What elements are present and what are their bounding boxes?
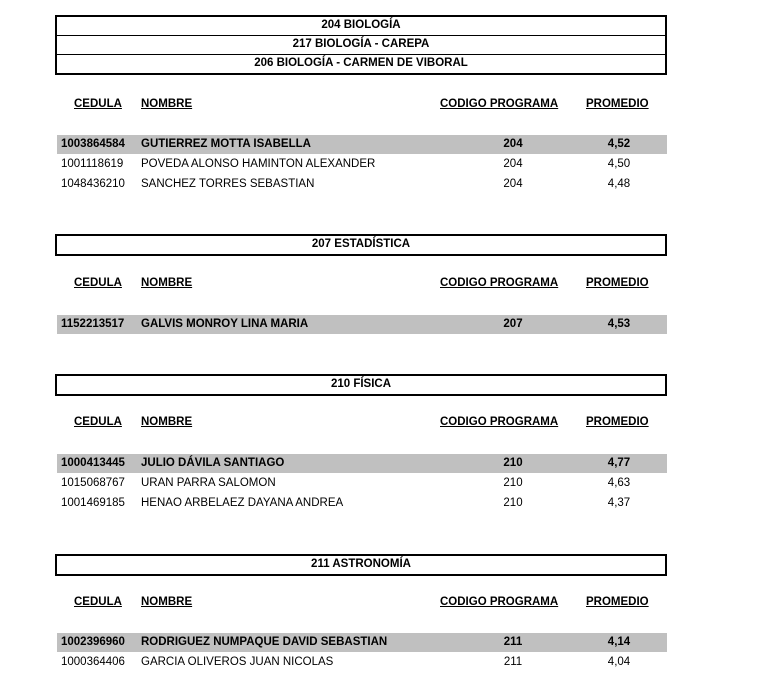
- column-header-nombre: NOMBRE: [141, 416, 193, 428]
- cedula-cell: 1015068767: [61, 477, 125, 489]
- program-header: 204 BIOLOGÍA: [321, 19, 401, 31]
- table-row: [57, 175, 667, 194]
- cedula-cell: 1152213517: [61, 318, 125, 330]
- column-header-cedula: CEDULA: [74, 416, 122, 428]
- cedula-cell: 1001118619: [61, 158, 124, 170]
- codigo-cell: 211: [503, 636, 523, 648]
- cedula-cell: 1048436210: [61, 178, 125, 190]
- promedio-cell: 4,53: [607, 318, 631, 330]
- codigo-cell: 204: [503, 158, 523, 170]
- program-header-box: [55, 554, 667, 576]
- table-row: [57, 155, 667, 174]
- cedula-cell: 1001469185: [61, 497, 125, 509]
- table-row: [57, 653, 667, 672]
- column-header-nombre: NOMBRE: [141, 277, 193, 289]
- codigo-cell: 204: [503, 178, 523, 190]
- program-header-box: [55, 234, 667, 256]
- nombre-cell: RODRIGUEZ NUMPAQUE DAVID SEBASTIAN: [141, 636, 388, 648]
- nombre-cell: GUTIERREZ MOTTA ISABELLA: [141, 138, 311, 150]
- codigo-cell: 210: [503, 457, 523, 469]
- codigo-cell: 210: [503, 477, 523, 489]
- nombre-cell: SANCHEZ TORRES SEBASTIAN: [141, 178, 315, 190]
- nombre-cell: JULIO DÁVILA SANTIAGO: [141, 457, 285, 469]
- promedio-cell: 4,04: [607, 656, 631, 668]
- column-header-codigo: CODIGO PROGRAMA: [440, 98, 559, 110]
- column-header-promedio: PROMEDIO: [586, 416, 649, 428]
- program-header: 207 ESTADÍSTICA: [311, 238, 411, 250]
- table-row: [57, 494, 667, 513]
- nombre-cell: GARCIA OLIVEROS JUAN NICOLAS: [141, 656, 334, 668]
- column-header-codigo: CODIGO PROGRAMA: [440, 277, 559, 289]
- column-header-promedio: PROMEDIO: [586, 277, 649, 289]
- nombre-cell: HENAO ARBELAEZ DAYANA ANDREA: [141, 497, 344, 509]
- program-header-box: [55, 374, 667, 396]
- program-header-box: [55, 15, 667, 75]
- table-row: [57, 454, 667, 473]
- cedula-cell: 1003864584: [61, 138, 125, 150]
- program-header: 210 FÍSICA: [330, 378, 392, 390]
- column-header-nombre: NOMBRE: [141, 98, 193, 110]
- promedio-cell: 4,50: [607, 158, 631, 170]
- column-header-promedio: PROMEDIO: [586, 98, 649, 110]
- promedio-cell: 4,37: [607, 497, 631, 509]
- table-row: [57, 135, 667, 154]
- table-row: [57, 315, 667, 334]
- nombre-cell: URAN PARRA SALOMON: [141, 477, 276, 489]
- cedula-cell: 1000413445: [61, 457, 125, 469]
- promedio-cell: 4,77: [607, 457, 631, 469]
- column-header-nombre: NOMBRE: [141, 596, 193, 608]
- cedula-cell: 1002396960: [61, 636, 125, 648]
- column-header-cedula: CEDULA: [74, 98, 122, 110]
- column-header-codigo: CODIGO PROGRAMA: [440, 596, 559, 608]
- codigo-cell: 207: [503, 318, 523, 330]
- column-header-codigo: CODIGO PROGRAMA: [440, 416, 559, 428]
- nombre-cell: GALVIS MONROY LINA MARIA: [141, 318, 309, 330]
- promedio-cell: 4,52: [607, 138, 631, 150]
- column-header-cedula: CEDULA: [74, 596, 122, 608]
- program-header: 211 ASTRONOMÍA: [311, 558, 411, 570]
- codigo-cell: 204: [503, 138, 523, 150]
- program-header: 217 BIOLOGÍA - CAREPA: [57, 35, 665, 54]
- promedio-cell: 4,48: [607, 178, 631, 190]
- table-row: [57, 474, 667, 493]
- nombre-cell: POVEDA ALONSO HAMINTON ALEXANDER: [141, 158, 376, 170]
- codigo-cell: 211: [503, 656, 523, 668]
- promedio-cell: 4,14: [607, 636, 631, 648]
- codigo-cell: 210: [503, 497, 523, 509]
- program-header: 206 BIOLOGÍA - CARMEN DE VIBORAL: [57, 54, 665, 73]
- column-header-cedula: CEDULA: [74, 277, 122, 289]
- cedula-cell: 1000364406: [61, 656, 125, 668]
- promedio-cell: 4,63: [607, 477, 631, 489]
- table-row: [57, 633, 667, 652]
- column-header-promedio: PROMEDIO: [586, 596, 649, 608]
